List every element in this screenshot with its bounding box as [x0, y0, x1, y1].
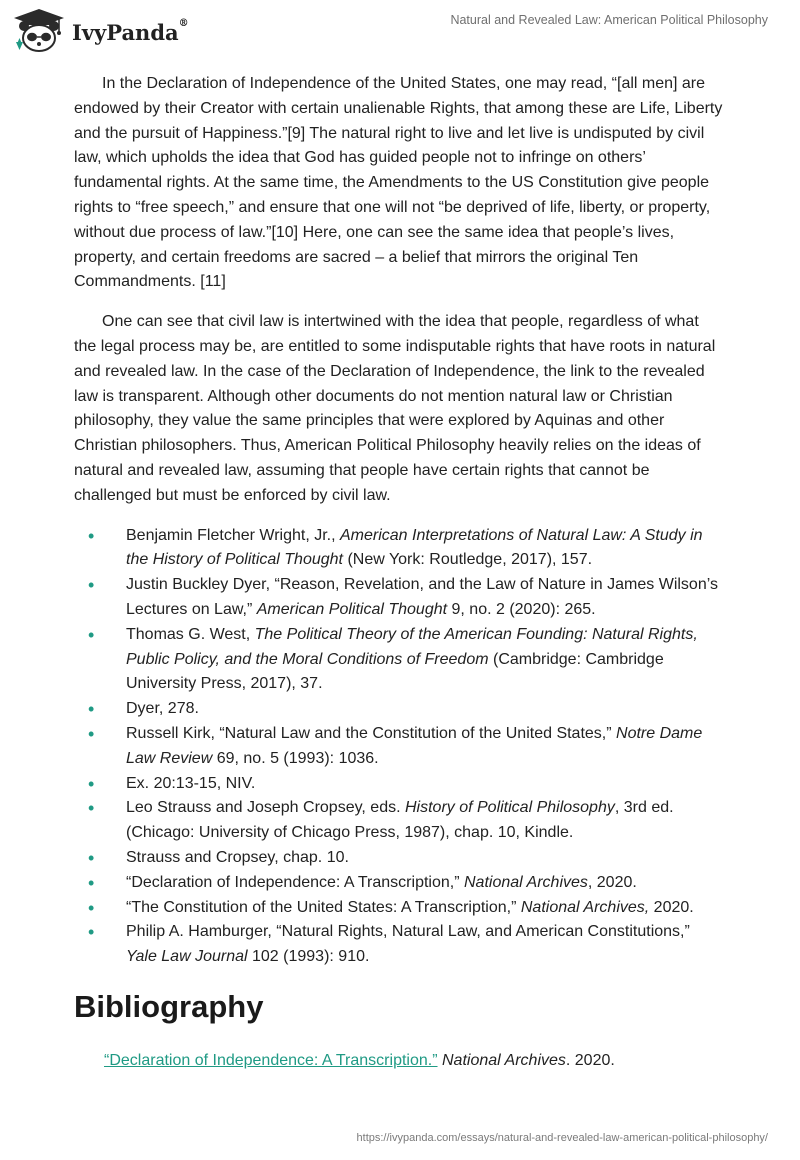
- paragraph-civil-law: One can see that civil law is intertwined with the idea that people, regardless of what the legal process may be, are entitled to some indisputable rights that have roots in natural and revealed law. In the case of the Declaration of Independence, the link to the revealed law is transparent. Although other documents do not mention natural law or Christian philosophy, they value the same principles that were explored by Aquinas and other Christian philosophers. Thus, American Political Philosophy heavily relies on the ideas of natural and revealed law, assuming that people have certain rights that cannot be challenged but must be enforced by civil law.: [74, 313, 716, 504]
- paragraph-declaration: In the Declaration of Independence of the United States, one may read, “[all men] are endowed by their Creator with certain unalienable Rights, that among these are Life, Liberty and the pursuit of Happiness.”[9] The natural right to live and let live is undisputed by civil law, which upholds the idea that God has guided people not to infringe on others’ fundamental rights. At the same time, the Amendments to the US Constitution give people rights to “free speech,” and ensure that one will not “be deprived of life, liberty, or property, without due process of law.”[10] Here, one can see the same idea that people’s lives, property, and certain freedoms are sacred – a belief that mirrors the original Ten Commandments. [11]: [74, 75, 723, 291]
- brand-name: IvyPanda®: [72, 17, 189, 45]
- footnote: • Thomas G. West, The Political Theory of the American Founding: Natural Rights, Public Policy, and the Moral Conditions of Freedom (Cambridge: Cambridge University Press, 2017), 37.: [74, 623, 724, 697]
- document-title: Natural and Revealed Law: American Political Philosophy: [450, 13, 768, 27]
- footnote: • “The Constitution of the United States: A Transcription,” National Archives, 2020.: [74, 896, 724, 921]
- bibliography-entry: “Declaration of Independence: A Transcription.” National Archives. 2020.: [104, 1051, 615, 1069]
- footnote: • Strauss and Cropsey, chap. 10.: [74, 846, 724, 871]
- page-header: [0, 0, 800, 60]
- footnotes-list: [74, 524, 724, 970]
- registered-mark: ®: [178, 17, 189, 29]
- bibliography-link[interactable]: “Declaration of Independence: A Transcription.”: [104, 1051, 438, 1069]
- footnote: • Ex. 20:13-15, NIV.: [74, 772, 724, 797]
- essay-body: [74, 72, 724, 1074]
- footnote: • “Declaration of Independence: A Transcription,” National Archives, 2020.: [74, 871, 724, 896]
- footnote: • Leo Strauss and Joseph Cropsey, eds. History of Political Philosophy, 3rd ed. (Chicago: University of Chicago Press, 1987), chap. 10, Kindle.: [74, 796, 724, 846]
- footer-url: https://ivypanda.com/essays/natural-and-revealed-law-american-political-philosophy/: [356, 1132, 768, 1144]
- footnote: • Philip A. Hamburger, “Natural Rights, Natural Law, and American Constitutions,” Yale Law Journal 102 (1993): 910.: [74, 920, 724, 970]
- footnote: • Russell Kirk, “Natural Law and the Constitution of the United States,” Notre Dame Law Review 69, no. 5 (1993): 1036.: [74, 722, 724, 772]
- footnote: • Benjamin Fletcher Wright, Jr., American Interpretations of Natural Law: A Study in the History of Political Thought (New York: Routledge, 2017), 157.: [74, 524, 724, 574]
- panda-graduate-icon: [12, 8, 66, 54]
- ivypanda-logo[interactable]: [12, 8, 189, 54]
- footnote: • Dyer, 278.: [74, 697, 724, 722]
- bibliography-heading: Bibliography: [74, 988, 264, 1024]
- footnote: • Justin Buckley Dyer, “Reason, Revelation, and the Law of Nature in James Wilson’s Lectures on Law,” American Political Thought 9, no. 2 (2020): 265.: [74, 573, 724, 623]
